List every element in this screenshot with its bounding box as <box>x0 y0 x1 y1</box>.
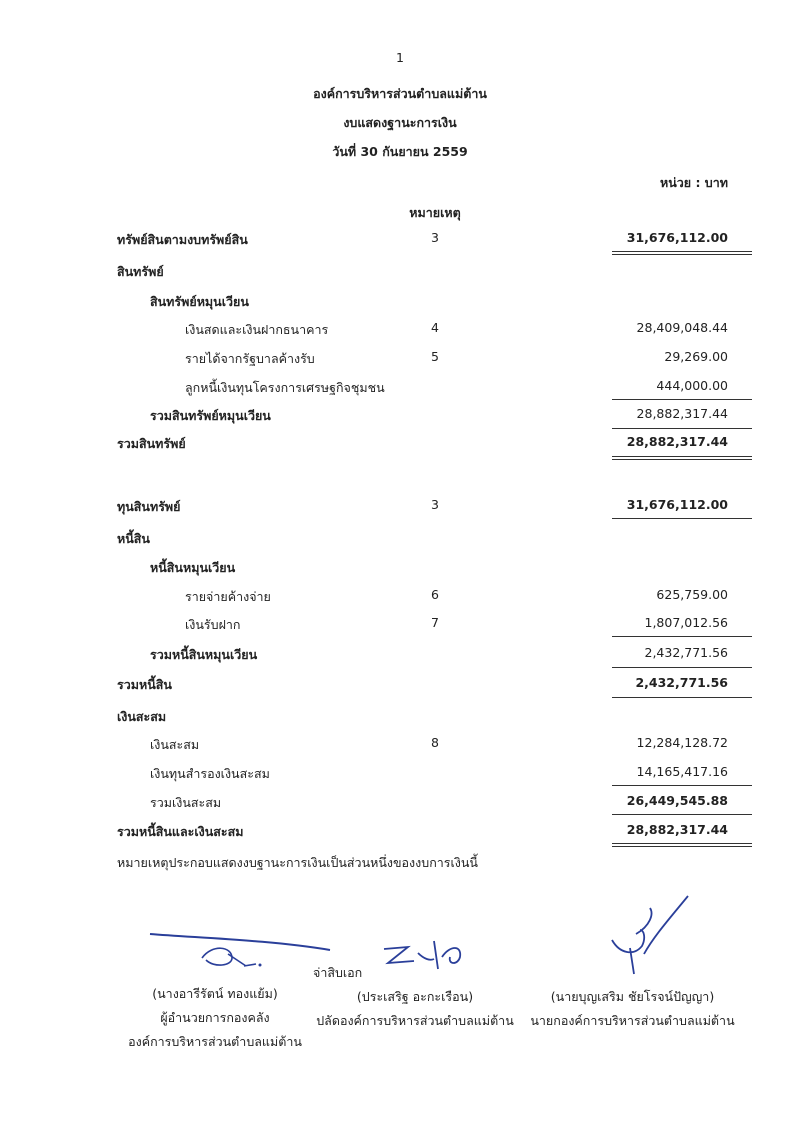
cash-note: 4 <box>431 320 439 335</box>
signature-middle-drawing <box>380 935 480 980</box>
right-signer-position: นายกองค์การบริหารส่วนตำบลแม่ต้าน <box>530 1013 735 1028</box>
total-current-assets-amount: 28,882,317.44 <box>636 406 728 421</box>
deposits-note: 7 <box>431 615 439 630</box>
underline <box>612 785 752 786</box>
double-underline <box>612 456 752 460</box>
underline <box>612 518 752 519</box>
left-signer-org: องค์การบริหารส่วนตำบลแม่ต้าน <box>128 1034 302 1049</box>
accumulated-funds-amount: 12,284,128.72 <box>636 735 728 750</box>
footnote: หมายเหตุประกอบแสดงงบฐานะการเงินเป็นส่วนหนึ่งของงบการเงินนี้ <box>117 855 478 870</box>
loan-receivable-label: ลูกหนี้เงินทุนโครงการเศรษฐกิจชุมชน <box>185 380 385 395</box>
statement-date: วันที่ 30 กันยายน 2559 <box>332 144 468 159</box>
asset-capital-amount: 31,676,112.00 <box>626 497 728 512</box>
underline <box>612 428 752 429</box>
underline <box>612 399 752 400</box>
note-column-header: หมายเหตุ <box>409 205 461 220</box>
fixed-assets-amount: 31,676,112.00 <box>626 230 728 245</box>
double-underline <box>612 843 752 847</box>
underline <box>612 697 752 698</box>
fixed-assets-label: ทรัพย์สินตามงบทรัพย์สิน <box>117 232 248 247</box>
total-liabilities-amount: 2,432,771.56 <box>635 675 728 690</box>
total-assets-amount: 28,882,317.44 <box>626 434 728 449</box>
left-signer-name: (นางอารีรัตน์ ทองแย้ม) <box>152 986 278 1001</box>
accrued-expenses-amount: 625,759.00 <box>656 587 728 602</box>
total-equity-amount: 26,449,545.88 <box>626 793 728 808</box>
statement-title: งบแสดงฐานะการเงิน <box>343 115 457 130</box>
liabilities-heading: หนี้สิน <box>117 531 150 546</box>
right-signer-name: (นายบุญเสริม ชัยโรจน์ปัญญา) <box>550 989 715 1004</box>
underline <box>612 636 752 637</box>
total-liab-equity-amount: 28,882,317.44 <box>626 822 728 837</box>
reserve-funds-label: เงินทุนสำรองเงินสะสม <box>150 766 270 781</box>
current-liabilities-heading: หนี้สินหมุนเวียน <box>150 560 236 575</box>
page-number: 1 <box>396 50 404 65</box>
total-equity-label: รวมเงินสะสม <box>150 795 222 810</box>
double-underline <box>612 251 752 255</box>
middle-signer-name: (ประเสริฐ อะกะเรือน) <box>356 989 474 1004</box>
cash-label: เงินสดและเงินฝากธนาคาร <box>185 322 329 337</box>
left-signer-position: ผู้อำนวยการกองคลัง <box>160 1010 270 1025</box>
fixed-assets-note: 3 <box>431 230 439 245</box>
asset-capital-note: 3 <box>431 497 439 512</box>
total-current-liabilities-label: รวมหนี้สินหมุนเวียน <box>150 647 258 662</box>
signature-left-drawing <box>140 920 340 980</box>
assets-heading: สินทรัพย์ <box>117 264 164 279</box>
org-name: องค์การบริหารส่วนตำบลแม่ต้าน <box>313 86 487 101</box>
accumulated-funds-note: 8 <box>431 735 439 750</box>
current-assets-heading: สินทรัพย์หมุนเวียน <box>150 294 249 309</box>
loan-receivable-amount: 444,000.00 <box>656 378 728 393</box>
deposits-amount: 1,807,012.56 <box>644 615 728 630</box>
cash-amount: 28,409,048.44 <box>636 320 728 335</box>
underline <box>612 667 752 668</box>
total-current-liabilities-amount: 2,432,771.56 <box>644 645 728 660</box>
accumulated-funds-label: เงินสะสม <box>150 737 200 752</box>
asset-capital-label: ทุนสินทรัพย์ <box>117 499 181 514</box>
total-current-assets-label: รวมสินทรัพย์หมุนเวียน <box>150 408 271 423</box>
signature-right-drawing <box>590 890 700 985</box>
underline <box>612 814 752 815</box>
equity-heading: เงินสะสม <box>117 709 167 724</box>
deposits-label: เงินรับฝาก <box>185 617 241 632</box>
reserve-funds-amount: 14,165,417.16 <box>636 764 728 779</box>
gov-receivable-amount: 29,269.00 <box>664 349 728 364</box>
unit-label: หน่วย : บาท <box>659 175 728 190</box>
gov-receivable-label: รายได้จากรัฐบาลค้างรับ <box>185 351 315 366</box>
accrued-expenses-note: 6 <box>431 587 439 602</box>
total-liab-equity-label: รวมหนี้สินและเงินสะสม <box>117 824 244 839</box>
total-assets-label: รวมสินทรัพย์ <box>117 436 186 451</box>
total-liabilities-label: รวมหนี้สิน <box>117 677 172 692</box>
accrued-expenses-label: รายจ่ายค้างจ่าย <box>185 589 271 604</box>
middle-signer-position: ปลัดองค์การบริหารส่วนตำบลแม่ต้าน <box>316 1013 514 1028</box>
middle-signer-rank: จ่าสิบเอก <box>313 965 363 980</box>
gov-receivable-note: 5 <box>431 349 439 364</box>
